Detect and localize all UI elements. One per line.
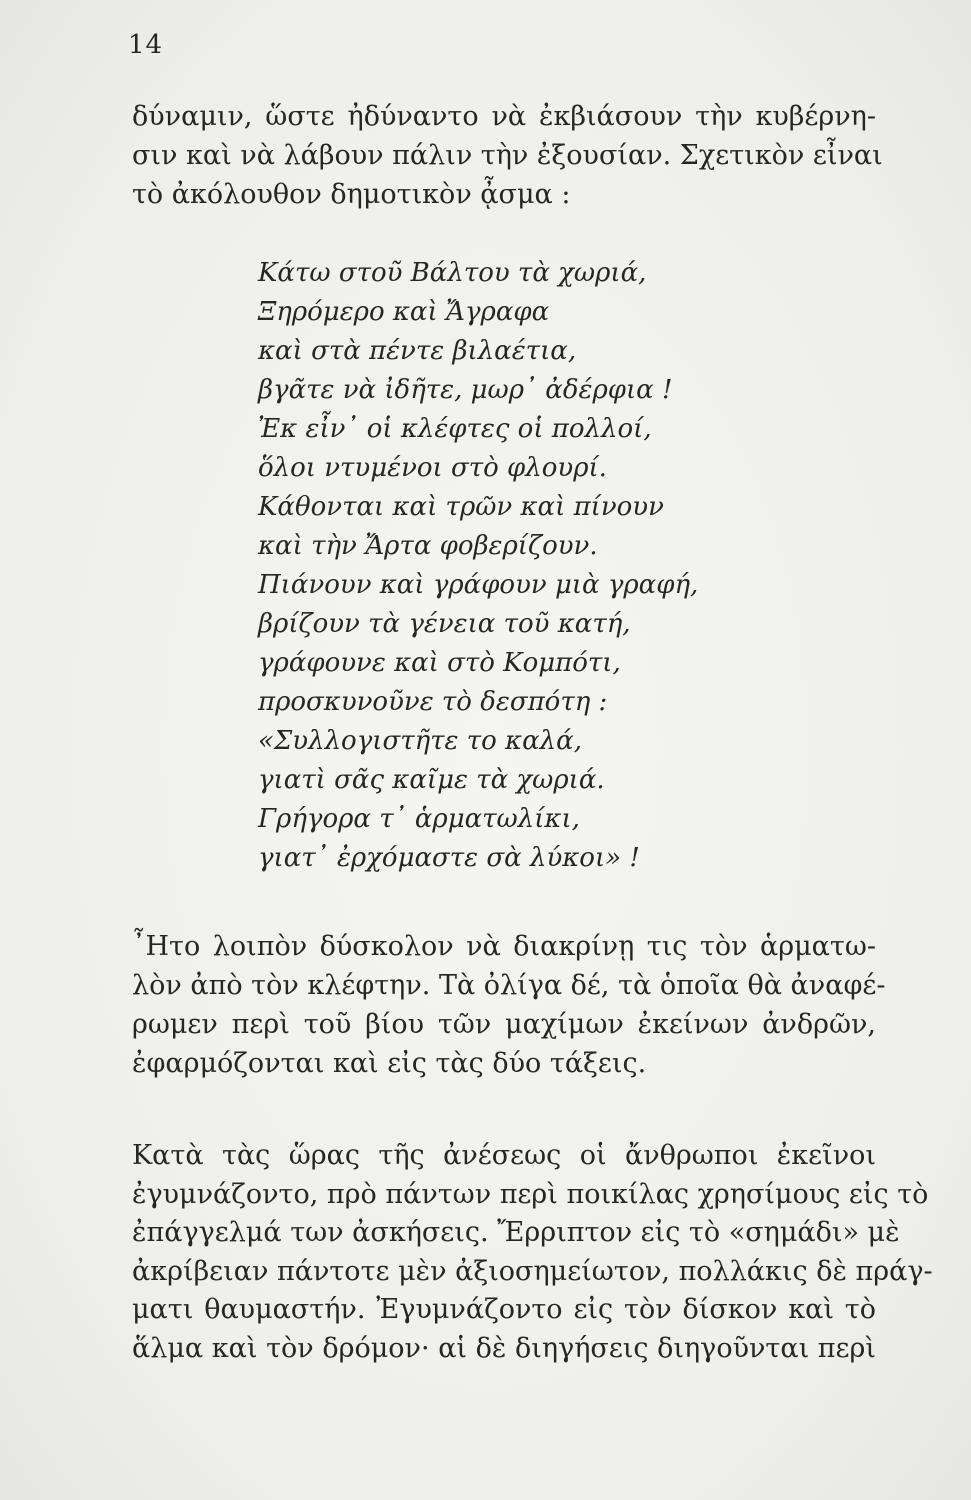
text-line: δύναμιν, ὥστε ἠδύναντο νὰ ἐκβιάσουν τὴν κυβέρνη- [132,101,876,132]
paragraph-intro [132,97,883,214]
poem-line: Ἐκ εἶν᾽ οἱ κλέφτες οἱ πολλοί, [258,414,652,444]
text-line: ἀκρίβειαν πάντοτε μὲν ἀξιοσημείωτον, πολλάκις δὲ πράγ- [132,1255,933,1287]
poem-line: Κάτω στοῦ Βάλτου τὰ χωριά, [258,258,647,288]
text-line: ἐγυμνάζοντο, πρὸ πάντων περὶ ποικίλας χρησίμους εἰς τὸ [132,1178,929,1210]
poem-line: ὅλοι ντυμένοι στὸ φλουρί. [258,453,607,483]
text-line: ματι θαυμαστήν. Ἐγυμνάζοντο εἰς τὸν δίσκον καὶ τὸ [132,1294,876,1326]
text-line: ἅλμα καὶ τὸν δρόμον· αἱ δὲ διηγήσεις διηγοῦνται περὶ [132,1332,876,1364]
text-line: τὸ ἀκόλουθον δημοτικὸν ᾆσμα : [132,179,571,210]
text-line: Κατὰ τὰς ὥρας τῆς ἀνέσεως οἱ ἄνθρωποι ἐκεῖνοι [132,1140,876,1171]
poem-line: καὶ τὴν Ἄρτα φοβερίζουν. [258,531,598,561]
text-line: σιν καὶ νὰ λάβουν πάλιν τὴν ἐξουσίαν. Σχετικὸν εἶναι [132,140,883,171]
poem-line: γιατ᾽ ἐρχόμαστε σὰ λύκοι» ! [258,843,640,873]
text-line: ῏Ητο λοιπὸν δύσκολον νὰ διακρίνῃ τις τὸν ἁρματω- [132,931,876,962]
poem-line: γιατὶ σᾶς καῖμε τὰ χωριά. [258,765,605,795]
poem-line: «Συλλογιστῆτε το καλά, [258,726,582,756]
poem-line: βρίζουν τὰ γένεια τοῦ κατή, [258,609,631,639]
poem-line: γράφουνε καὶ στὸ Κομπότι, [258,648,621,678]
text-line: ἐπάγγελμά των ἀσκήσεις. Ἔρριπτον εἰς τὸ «σημάδι» μὲ [132,1217,900,1249]
paragraph-armatoloi [132,927,886,1083]
text-line: ἐφαρμόζονται καὶ εἰς τὰς δύο τάξεις. [132,1048,647,1079]
poem-line: καὶ στὰ πέντε βιλαέτια, [258,336,577,366]
page-number: 14 [128,30,164,60]
poem-line: Γρήγορα τ᾽ ἁρματωλίκι, [258,804,580,834]
poem-line: Πιάνουν καὶ γράφουν μιὰ γραφή, [258,570,699,600]
poem-line: βγᾶτε νὰ ἰδῆτε, μωρ᾽ ἀδέρφια ! [258,375,673,405]
poem-line: προσκυνοῦνε τὸ δεσπότη : [258,687,608,717]
text-line: λὸν ἀπὸ τὸν κλέφτην. Τὰ ὀλίγα δέ, τὰ ὁποῖα θὰ ἀναφέ- [132,970,886,1001]
poem-line: Κάθονται καὶ τρῶν καὶ πίνουν [258,492,664,522]
paragraph-exercises [132,1137,933,1369]
poem-line: Ξηρόμερο καὶ Ἄγραφα [258,297,550,327]
text-line: ρωμεν περὶ τοῦ βίου τῶν μαχίμων ἐκείνων ἀνδρῶν, [132,1009,876,1040]
folk-song-poem [258,254,698,878]
